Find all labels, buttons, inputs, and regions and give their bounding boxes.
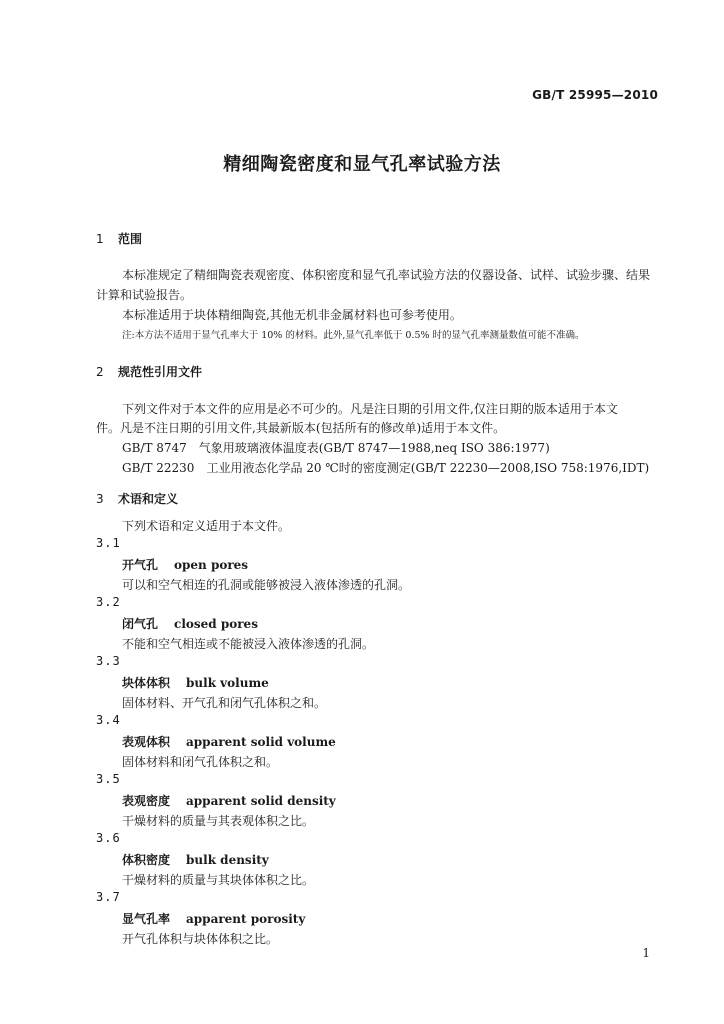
term-entry (122, 792, 336, 809)
section-2-heading (96, 363, 202, 380)
paragraph-line: 件。凡是不注日期的引用文件,其最新版本(包括所有的修改单)适用于本文件。 (96, 421, 506, 435)
term-definition: 干燥材料的质量与其表观体积之比。 (122, 814, 315, 828)
term-zh: 显气孔率 (122, 912, 171, 926)
term-number: 3.2 (96, 595, 121, 609)
paragraph-line: 下列术语和定义适用于本文件。 (122, 519, 291, 533)
term-zh: 块体体积 (122, 676, 171, 690)
term-entry (122, 615, 258, 632)
section-title: 规范性引用文件 (118, 365, 203, 379)
section-number: 1 (96, 232, 104, 246)
term-en: bulk density (186, 853, 269, 867)
paragraph-line: 本标准规定了精细陶瓷表观密度、体积密度和显气孔率试验方法的仪器设备、试样、试验步骤、结果 (122, 268, 651, 282)
paragraph-line: 计算和试验报告。 (96, 288, 193, 302)
term-en: closed pores (174, 617, 258, 631)
term-definition: 干燥材料的质量与其块体体积之比。 (122, 873, 315, 887)
term-zh: 闭气孔 (122, 617, 159, 631)
term-zh: 表观体积 (122, 735, 171, 749)
term-zh: 开气孔 (122, 558, 159, 572)
term-definition: 固体材料和闭气孔体积之和。 (122, 755, 279, 769)
paragraph-line: 下列文件对于本文件的应用是必不可少的。凡是注日期的引用文件,仅注日期的版本适用于本文 (122, 402, 618, 416)
section-number: 3 (96, 492, 104, 506)
document-title: 精细陶瓷密度和显气孔率试验方法 (223, 154, 501, 175)
section-3-heading (96, 490, 178, 507)
term-en: bulk volume (186, 676, 269, 690)
term-number: 3.1 (96, 536, 121, 550)
note: 注:本方法不适用于显气孔率大于 10% 的材料。此外,显气孔率低于 0.5% 时的显气孔率测量数值可能不准确。 (122, 330, 585, 341)
term-entry (122, 910, 305, 927)
term-entry (122, 556, 248, 573)
term-number: 3.7 (96, 890, 121, 904)
term-definition: 固体材料、开气孔和闭气孔体积之和。 (122, 696, 327, 710)
term-en: apparent porosity (186, 912, 306, 926)
term-number: 3.4 (96, 713, 121, 727)
term-en: apparent solid density (186, 794, 336, 808)
term-entry (122, 674, 269, 691)
paragraph-line: 本标准适用于块体精细陶瓷,其他无机非金属材料也可参考使用。 (122, 308, 462, 322)
term-entry (122, 851, 269, 868)
section-1-heading (96, 230, 142, 247)
term-zh: 体积密度 (122, 853, 171, 867)
term-definition: 可以和空气相连的孔洞或能够被浸入液体渗透的孔洞。 (122, 578, 411, 592)
term-definition: 开气孔体积与块体体积之比。 (122, 932, 279, 946)
term-entry (122, 733, 336, 750)
standard-code: GB/T 25995—2010 (532, 88, 658, 102)
section-title: 范围 (118, 232, 143, 246)
term-definition: 不能和空气相连或不能被浸入液体渗透的孔洞。 (122, 637, 375, 651)
term-en: open pores (174, 558, 249, 572)
term-number: 3.3 (96, 654, 121, 668)
term-zh: 表观密度 (122, 794, 171, 808)
term-en: apparent solid volume (186, 735, 336, 749)
reference-item: GB/T 8747 气象用玻璃液体温度表(GB/T 8747—1988,neq ISO 386:1977) (122, 441, 550, 455)
section-title: 术语和定义 (118, 492, 179, 506)
term-number: 3.5 (96, 772, 121, 786)
page-number: 1 (642, 946, 650, 960)
section-number: 2 (96, 365, 104, 379)
reference-item: GB/T 22230 工业用液态化学品 20 ℃时的密度测定(GB/T 22230—2008,ISO 758:1976,IDT) (122, 461, 650, 475)
term-number: 3.6 (96, 831, 121, 845)
